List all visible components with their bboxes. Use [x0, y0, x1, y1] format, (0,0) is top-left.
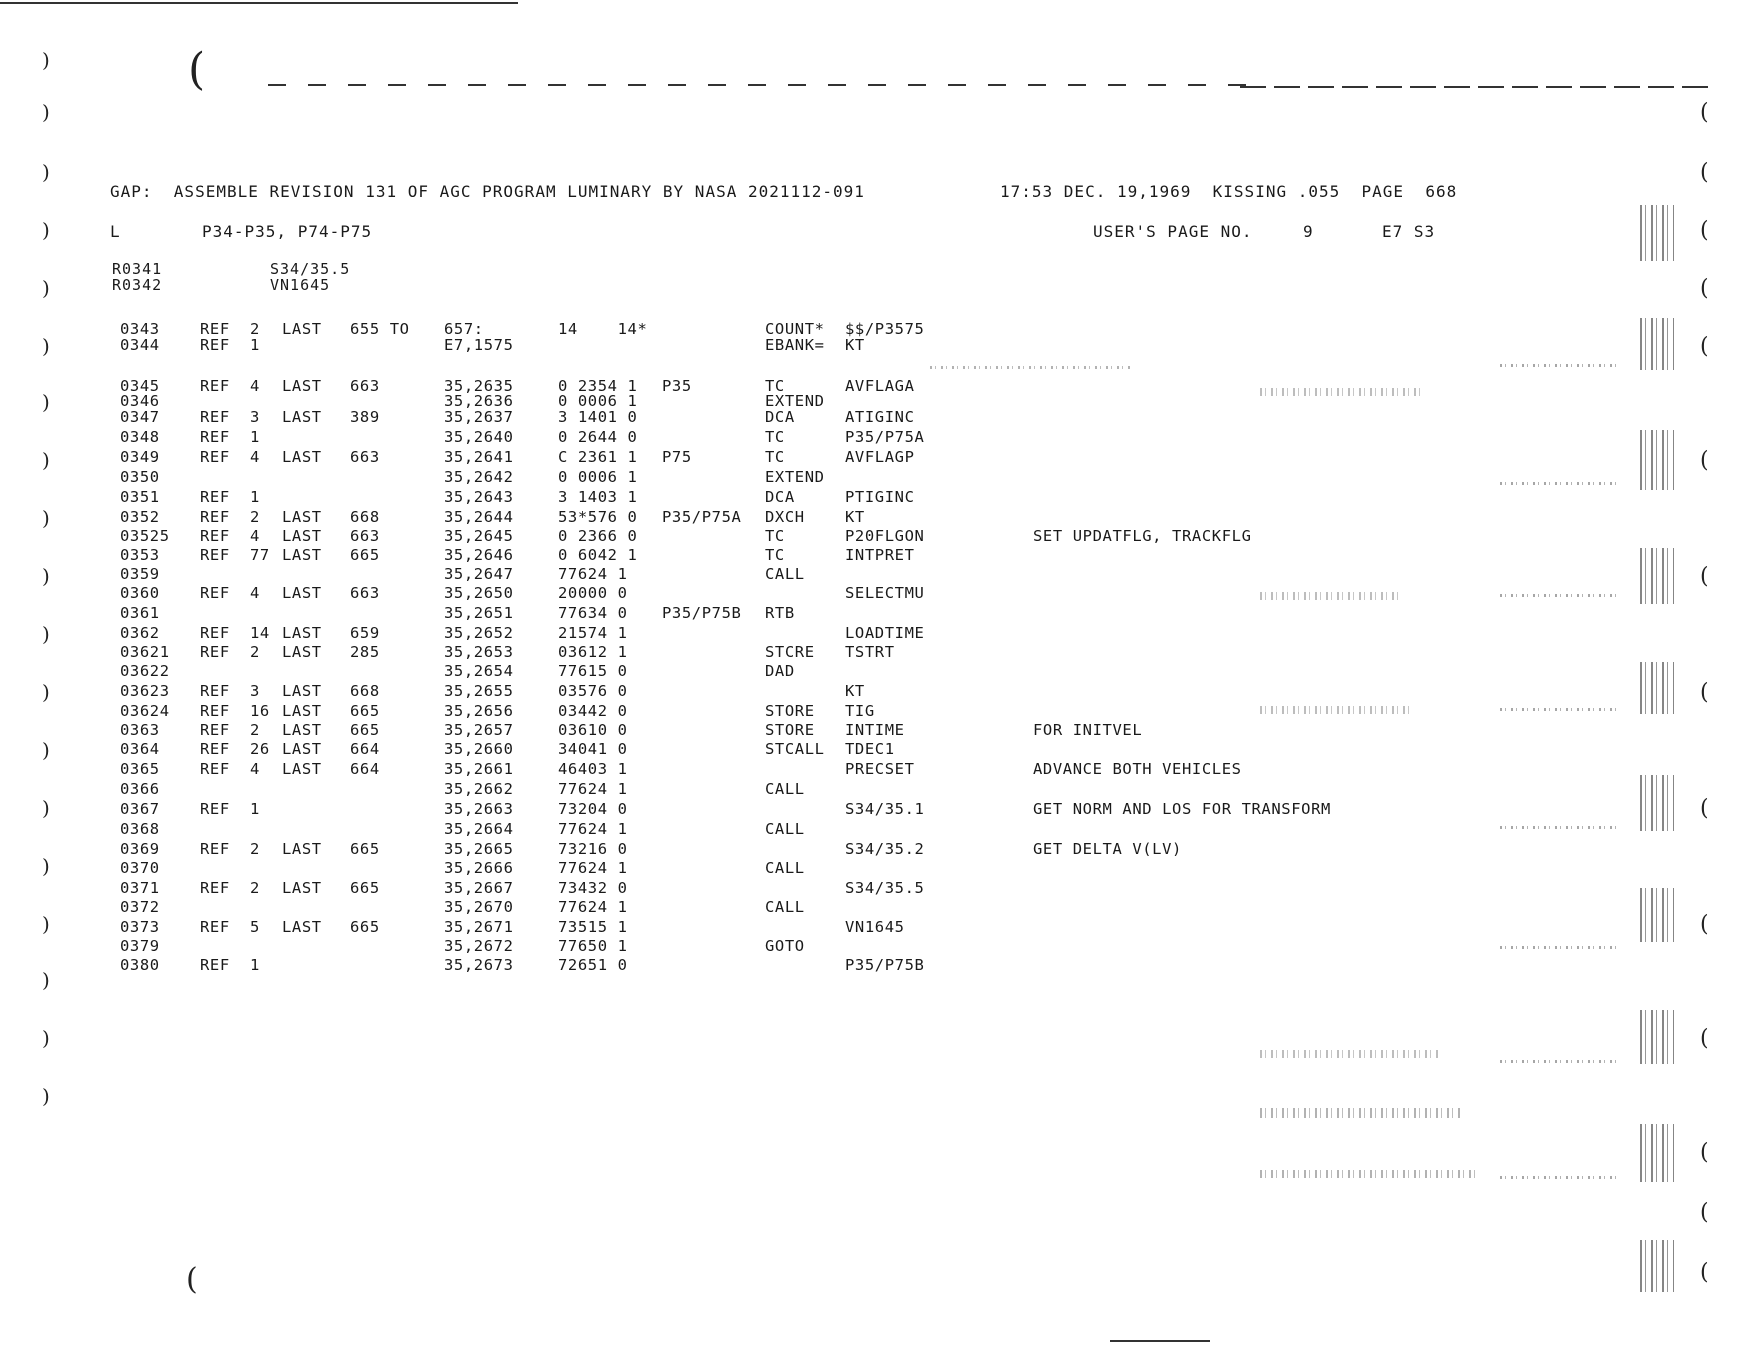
row-pg: 665	[350, 879, 380, 897]
row-op: STCRE	[765, 643, 815, 661]
row-pg: 664	[350, 760, 380, 778]
row-word: 34041 0	[558, 740, 628, 758]
row-line: 03621	[120, 643, 170, 661]
row-word: 72651 0	[558, 956, 628, 974]
row-ref: REF	[200, 840, 230, 858]
row-last: LAST	[282, 740, 322, 758]
row-cnt: 16	[250, 702, 270, 720]
row-word: 3 1403 1	[558, 488, 638, 506]
row-line: 0367	[120, 800, 160, 818]
row-last: LAST	[282, 508, 322, 526]
row-word: 73432 0	[558, 879, 628, 897]
row-word: 0 2354 1	[558, 377, 638, 395]
listing-row	[0, 879, 1740, 898]
row-word: 0 2366 0	[558, 527, 638, 545]
row-addr: 35,2643	[444, 488, 514, 506]
listing-row	[0, 584, 1740, 603]
row-line: 0347	[120, 408, 160, 426]
row-cnt: 4	[250, 448, 260, 466]
row-addr: 35,2656	[444, 702, 514, 720]
row-word: 03576 0	[558, 682, 628, 700]
row-line: 0343	[120, 320, 160, 338]
row-op: DAD	[765, 662, 795, 680]
row-op: CALL	[765, 780, 805, 798]
row-comment: SET UPDATFLG, TRACKFLG	[1033, 527, 1252, 545]
row-comment: GET NORM AND LOS FOR TRANSFORM	[1033, 800, 1331, 818]
row-operand: PRECSET	[845, 760, 915, 778]
row-line: 0373	[120, 918, 160, 936]
listing-row	[0, 760, 1740, 779]
row-cnt: 77	[250, 546, 270, 564]
reference-value: S34/35.5	[270, 260, 351, 278]
row-line: 0369	[120, 840, 160, 858]
listing-row	[0, 336, 1740, 355]
row-cnt: 14	[250, 624, 270, 642]
row-ref: REF	[200, 408, 230, 426]
listing-row	[0, 702, 1740, 721]
row-ref: REF	[200, 624, 230, 642]
row-line: 0364	[120, 740, 160, 758]
row-pg: 665	[350, 721, 380, 739]
row-cnt: 4	[250, 760, 260, 778]
row-last: LAST	[282, 584, 322, 602]
row-operand: ATIGINC	[845, 408, 915, 426]
row-last: LAST	[282, 840, 322, 858]
row-addr: 35,2671	[444, 918, 514, 936]
listing-row	[0, 721, 1740, 740]
row-addr: 35,2637	[444, 408, 514, 426]
row-op: DXCH	[765, 508, 805, 526]
row-cnt: 3	[250, 408, 260, 426]
row-cnt: 1	[250, 488, 260, 506]
row-addr: 35,2642	[444, 468, 514, 486]
row-addr: 35,2650	[444, 584, 514, 602]
row-word: 77624 1	[558, 780, 628, 798]
listing-row	[0, 624, 1740, 643]
row-pg: 659	[350, 624, 380, 642]
row-last: LAST	[282, 643, 322, 661]
row-operand: TIG	[845, 702, 875, 720]
row-line: 0349	[120, 448, 160, 466]
row-pg: 389	[350, 408, 380, 426]
listing-row	[0, 898, 1740, 917]
row-last: LAST	[282, 377, 322, 395]
row-last: LAST	[282, 527, 322, 545]
row-op: CALL	[765, 565, 805, 583]
row-ref: REF	[200, 508, 230, 526]
user-page-number: 9	[1303, 222, 1314, 241]
section-letter: L	[110, 222, 121, 241]
listing-row	[0, 937, 1740, 956]
row-word: 3 1401 0	[558, 408, 638, 426]
listing-title: GAP: ASSEMBLE REVISION 131 OF AGC PROGRAM LUMINARY BY NASA 2021112-091	[110, 182, 865, 201]
row-pg: 285	[350, 643, 380, 661]
row-op: DCA	[765, 408, 795, 426]
row-operand: P35/P75B	[845, 956, 925, 974]
listing-row	[0, 428, 1740, 447]
row-word: 0 0006 1	[558, 468, 638, 486]
listing-row	[0, 468, 1740, 487]
reference-id: R0342	[112, 276, 163, 294]
listing-timestamp: 17:53 DEC. 19,1969 KISSING .055 PAGE 668	[1000, 182, 1458, 201]
row-op: TC	[765, 428, 785, 446]
listing-row	[0, 800, 1740, 819]
row-addr: 657:	[444, 320, 484, 338]
top-rule	[0, 2, 518, 4]
top-dashed-line-right	[1240, 86, 1710, 88]
row-word: 77624 1	[558, 898, 628, 916]
row-addr: 35,2667	[444, 879, 514, 897]
row-cnt: 2	[250, 879, 260, 897]
row-line: 03624	[120, 702, 170, 720]
row-word: 77650 1	[558, 937, 628, 955]
listing-row	[0, 448, 1740, 467]
row-ref: REF	[200, 488, 230, 506]
row-ref: REF	[200, 336, 230, 354]
row-last: LAST	[282, 682, 322, 700]
listing-row	[0, 682, 1740, 701]
row-operand: VN1645	[845, 918, 905, 936]
reference-id: R0341	[112, 260, 163, 278]
row-ref: REF	[200, 918, 230, 936]
row-label: P75	[662, 448, 692, 466]
row-addr: 35,2655	[444, 682, 514, 700]
listing-row	[0, 604, 1740, 623]
row-last: LAST	[282, 879, 322, 897]
row-addr: 35,2635	[444, 377, 514, 395]
row-addr: 35,2641	[444, 448, 514, 466]
listing-row	[0, 956, 1740, 975]
row-word: 03442 0	[558, 702, 628, 720]
row-word: 20000 0	[558, 584, 628, 602]
row-addr: 35,2657	[444, 721, 514, 739]
row-op: STORE	[765, 702, 815, 720]
row-operand: AVFLAGA	[845, 377, 915, 395]
row-op: TC	[765, 546, 785, 564]
row-cnt: 5	[250, 918, 260, 936]
row-addr: 35,2646	[444, 546, 514, 564]
listing-row	[0, 740, 1740, 759]
row-line: 0353	[120, 546, 160, 564]
row-comment: ADVANCE BOTH VEHICLES	[1033, 760, 1242, 778]
row-cnt: 4	[250, 527, 260, 545]
row-line: 0370	[120, 859, 160, 877]
row-word: 0 0006 1	[558, 392, 638, 410]
row-operand: KT	[845, 508, 865, 526]
row-operand: TDEC1	[845, 740, 895, 758]
row-addr: 35,2645	[444, 527, 514, 545]
row-pg: 668	[350, 508, 380, 526]
row-pg: 663	[350, 448, 380, 466]
listing-row	[0, 408, 1740, 427]
row-line: 03623	[120, 682, 170, 700]
row-word: 77615 0	[558, 662, 628, 680]
row-line: 03622	[120, 662, 170, 680]
row-label: P35/P75A	[662, 508, 742, 526]
row-line: 0348	[120, 428, 160, 446]
row-last: LAST	[282, 624, 322, 642]
row-pg: 668	[350, 682, 380, 700]
row-last: LAST	[282, 702, 322, 720]
row-pg: 664	[350, 740, 380, 758]
bottom-rule	[1110, 1340, 1210, 1342]
row-word: 03612 1	[558, 643, 628, 661]
row-ref: REF	[200, 800, 230, 818]
listing-row	[0, 918, 1740, 937]
row-last: LAST	[282, 721, 322, 739]
row-op: DCA	[765, 488, 795, 506]
row-op: STORE	[765, 721, 815, 739]
row-last: LAST	[282, 320, 322, 338]
row-word: C 2361 1	[558, 448, 638, 466]
row-line: 03525	[120, 527, 170, 545]
row-operand: TSTRT	[845, 643, 895, 661]
listing-row	[0, 820, 1740, 839]
row-ref: REF	[200, 643, 230, 661]
listing-row	[0, 565, 1740, 584]
row-ref: REF	[200, 428, 230, 446]
row-cnt: 1	[250, 428, 260, 446]
row-op: CALL	[765, 859, 805, 877]
row-ref: REF	[200, 760, 230, 778]
row-comment: FOR INITVEL	[1033, 721, 1143, 739]
row-addr: 35,2651	[444, 604, 514, 622]
listing-row	[0, 780, 1740, 799]
listing-row	[0, 527, 1740, 546]
reference-value: VN1645	[270, 276, 331, 294]
row-operand: P20FLGON	[845, 527, 925, 545]
row-operand: LOADTIME	[845, 624, 925, 642]
row-word: 73204 0	[558, 800, 628, 818]
row-line: 0362	[120, 624, 160, 642]
row-ref: REF	[200, 879, 230, 897]
row-ref: REF	[200, 448, 230, 466]
row-ref: REF	[200, 584, 230, 602]
row-ref: REF	[200, 377, 230, 395]
listing-row	[0, 546, 1740, 565]
row-pg: 665	[350, 546, 380, 564]
row-operand: INTIME	[845, 721, 905, 739]
row-line: 0380	[120, 956, 160, 974]
row-word: 21574 1	[558, 624, 628, 642]
row-last: LAST	[282, 448, 322, 466]
row-ref: REF	[200, 956, 230, 974]
row-last: LAST	[282, 408, 322, 426]
row-operand: S34/35.1	[845, 800, 925, 818]
row-word: 46403 1	[558, 760, 628, 778]
row-line: 0365	[120, 760, 160, 778]
row-last: LAST	[282, 918, 322, 936]
row-pg: 663	[350, 584, 380, 602]
row-pg: 665	[350, 840, 380, 858]
row-cnt: 26	[250, 740, 270, 758]
row-addr: 35,2660	[444, 740, 514, 758]
row-last: LAST	[282, 760, 322, 778]
row-addr: 35,2673	[444, 956, 514, 974]
row-operand: S34/35.2	[845, 840, 925, 858]
row-cnt: 1	[250, 956, 260, 974]
row-cnt: 3	[250, 682, 260, 700]
row-line: 0363	[120, 721, 160, 739]
row-line: 0346	[120, 392, 160, 410]
row-addr: 35,2661	[444, 760, 514, 778]
row-line: 0350	[120, 468, 160, 486]
row-word: 14 14*	[558, 320, 648, 338]
row-line: 0361	[120, 604, 160, 622]
row-op: STCALL	[765, 740, 825, 758]
row-word: 77624 1	[558, 859, 628, 877]
row-op: TC	[765, 527, 785, 545]
row-operand: KT	[845, 336, 865, 354]
row-operand: SELECTMU	[845, 584, 925, 602]
row-cnt: 2	[250, 840, 260, 858]
row-line: 0344	[120, 336, 160, 354]
row-op: EBANK=	[765, 336, 825, 354]
row-op: TC	[765, 448, 785, 466]
row-label: P35/P75B	[662, 604, 742, 622]
listing-row	[0, 662, 1740, 681]
listing-row	[0, 508, 1740, 527]
row-pg: 663	[350, 377, 380, 395]
row-word: 0 6042 1	[558, 546, 638, 564]
row-operand: INTPRET	[845, 546, 915, 564]
row-word: 77634 0	[558, 604, 628, 622]
row-word: 77624 1	[558, 820, 628, 838]
row-cnt: 1	[250, 800, 260, 818]
section-title: P34-P35, P74-P75	[202, 222, 373, 241]
row-operand: PTIGINC	[845, 488, 915, 506]
row-cnt: 2	[250, 508, 260, 526]
row-addr: 35,2664	[444, 820, 514, 838]
listing-row	[0, 840, 1740, 859]
row-word: 53*576 0	[558, 508, 638, 526]
row-addr: 35,2652	[444, 624, 514, 642]
row-operand: P35/P75A	[845, 428, 925, 446]
row-last: LAST	[282, 546, 322, 564]
top-dashed-line	[268, 84, 1268, 86]
row-pg: 665	[350, 702, 380, 720]
user-page-code: E7 S3	[1382, 222, 1436, 241]
row-addr: 35,2666	[444, 859, 514, 877]
row-line: 0368	[120, 820, 160, 838]
row-pg: 665	[350, 918, 380, 936]
row-comment: GET DELTA V(LV)	[1033, 840, 1182, 858]
row-addr: E7,1575	[444, 336, 514, 354]
row-addr: 35,2636	[444, 392, 514, 410]
row-addr: 35,2672	[444, 937, 514, 955]
row-word: 73216 0	[558, 840, 628, 858]
row-op: CALL	[765, 820, 805, 838]
row-word: 73515 1	[558, 918, 628, 936]
row-addr: 35,2670	[444, 898, 514, 916]
row-line: 0360	[120, 584, 160, 602]
paren-mark-bottom: (	[186, 1262, 198, 1297]
row-op: GOTO	[765, 937, 805, 955]
row-op: CALL	[765, 898, 805, 916]
row-ref: REF	[200, 682, 230, 700]
row-operand: $$/P3575	[845, 320, 925, 338]
row-line: 0359	[120, 565, 160, 583]
row-ref: REF	[200, 527, 230, 545]
row-line: 0366	[120, 780, 160, 798]
row-cnt: 4	[250, 377, 260, 395]
row-addr: 35,2640	[444, 428, 514, 446]
row-addr: 35,2654	[444, 662, 514, 680]
row-cnt: 1	[250, 336, 260, 354]
listing-row	[0, 488, 1740, 507]
row-operand: AVFLAGP	[845, 448, 915, 466]
row-ref: REF	[200, 721, 230, 739]
row-ref: REF	[200, 740, 230, 758]
row-pg: 663	[350, 527, 380, 545]
row-line: 0352	[120, 508, 160, 526]
row-addr: 35,2653	[444, 643, 514, 661]
row-line: 0379	[120, 937, 160, 955]
user-page-label: USER'S PAGE NO.	[1093, 222, 1253, 241]
row-line: 0351	[120, 488, 160, 506]
row-word: 0 2644 0	[558, 428, 638, 446]
row-addr: 35,2662	[444, 780, 514, 798]
row-word: 03610 0	[558, 721, 628, 739]
row-word: 77624 1	[558, 565, 628, 583]
row-cnt: 2	[250, 721, 260, 739]
row-label: P35	[662, 377, 692, 395]
row-cnt: 2	[250, 320, 260, 338]
row-op: EXTEND	[765, 468, 825, 486]
row-operand: S34/35.5	[845, 879, 925, 897]
row-addr: 35,2663	[444, 800, 514, 818]
row-op: TC	[765, 377, 785, 395]
row-op: RTB	[765, 604, 795, 622]
row-operand: KT	[845, 682, 865, 700]
row-ref: REF	[200, 702, 230, 720]
row-line: 0371	[120, 879, 160, 897]
row-op: COUNT*	[765, 320, 825, 338]
row-line: 0345	[120, 377, 160, 395]
row-op: EXTEND	[765, 392, 825, 410]
row-ref: REF	[200, 546, 230, 564]
row-addr: 35,2644	[444, 508, 514, 526]
row-cnt: 4	[250, 584, 260, 602]
row-pg: 655 TO	[350, 320, 410, 338]
listing-row	[0, 859, 1740, 878]
listing-row	[0, 643, 1740, 662]
row-cnt: 2	[250, 643, 260, 661]
row-ref: REF	[200, 320, 230, 338]
row-line: 0372	[120, 898, 160, 916]
row-addr: 35,2665	[444, 840, 514, 858]
row-addr: 35,2647	[444, 565, 514, 583]
paren-mark-top: (	[188, 44, 206, 95]
